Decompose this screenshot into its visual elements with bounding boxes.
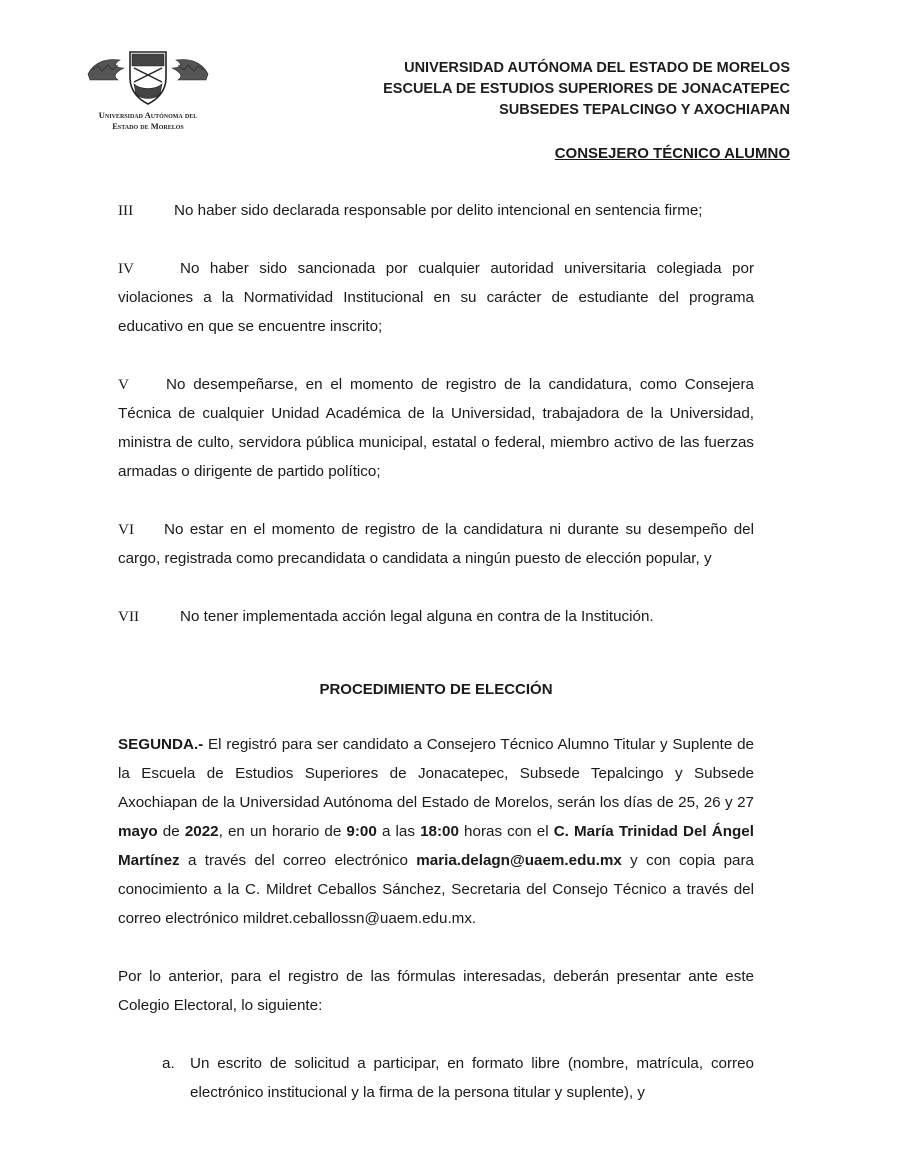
requirement-text: No estar en el momento de registro de la candidatura ni durante su desempeño del cargo, registrada como precandidata o candidata a ningún puesto de elección popular, y bbox=[118, 521, 754, 567]
contact-email: maria.delagn@uaem.edu.mx bbox=[416, 852, 622, 869]
requirement-text: No tener implementada acción legal alguna en contra de la Institución. bbox=[180, 608, 654, 625]
logo-caption-line1: Universidad Autónoma del bbox=[98, 110, 198, 120]
institution-header bbox=[383, 58, 790, 121]
registration-year: 2022 bbox=[184, 823, 219, 840]
registration-intro: Por lo anterior, para el registro de las fórmulas interesadas, deberán presentar ante este Colegio Electoral, lo siguiente: bbox=[118, 968, 754, 1014]
segunda-clause bbox=[118, 730, 754, 933]
requirement-number: V bbox=[118, 376, 129, 393]
list-item bbox=[162, 1049, 754, 1107]
registration-month: mayo bbox=[118, 823, 158, 840]
header-line3: SUBSEDES TEPALCINGO Y AXOCHIAPAN bbox=[499, 102, 790, 118]
procedure-title: PROCEDIMIENTO DE ELECCIÓN bbox=[319, 681, 553, 698]
section-title: CONSEJERO TÉCNICO ALUMNO bbox=[554, 145, 790, 162]
clause-text: El registró para ser candidato a Consejero Técnico Alumno Titular y Suplente de la Escuela de Estudios Superiores de Jonacatepec, Subsede Tepalcingo y Subsede Axochiapan de la Universidad Autónoma del Estado de Morelos, serán los días de 25, 26 y 27 bbox=[118, 736, 754, 811]
requirement-number: VI bbox=[118, 521, 135, 538]
logo-caption-line2: Estado de Morelos bbox=[112, 121, 184, 131]
requirement-number: III bbox=[118, 202, 134, 219]
list-marker: a. bbox=[162, 1055, 175, 1072]
university-logo-block bbox=[78, 44, 218, 132]
schedule-start: 9:00 bbox=[346, 823, 377, 840]
requirement-item bbox=[118, 515, 754, 573]
clause-label: SEGUNDA.- bbox=[118, 736, 204, 753]
logo-caption bbox=[78, 110, 218, 132]
requirement-item bbox=[118, 254, 754, 341]
clause-text: , en un horario de bbox=[218, 823, 347, 840]
header-line1: UNIVERSIDAD AUTÓNOMA DEL ESTADO DE MORELOS bbox=[404, 60, 790, 76]
list-item-text: Un escrito de solicitud a participar, en formato libre (nombre, matrícula, correo electrónico institucional y la firma de la persona titular y suplente), y bbox=[190, 1055, 754, 1101]
requirement-text: No desempeñarse, en el momento de registro de la candidatura, como Consejera Técnica de cualquier Unidad Académica de la Universidad, trabajadora de la Universidad, ministra de culto, servidora pública municipal, estatal o federal, miembro activo de las fuerzas armadas o dirigente de partido político; bbox=[118, 376, 754, 480]
requirement-item bbox=[118, 602, 754, 631]
requirement-number: IV bbox=[118, 260, 135, 277]
requirement-number: VII bbox=[118, 608, 140, 625]
requirement-text: No haber sido declarada responsable por delito intencional en sentencia firme; bbox=[174, 202, 703, 219]
clause-text: horas con el bbox=[458, 823, 554, 840]
requirements-list bbox=[118, 1049, 754, 1107]
schedule-end: 18:00 bbox=[420, 823, 459, 840]
document-body bbox=[118, 196, 754, 1107]
requirement-text: No haber sido sancionada por cualquier autoridad universitaria colegiada por violaciones a la Normatividad Institucional en su carácter de estudiante del programa educativo en que se encuentre inscrito; bbox=[118, 260, 754, 335]
contact-name: C. María Trinidad Del Ángel Martínez bbox=[118, 823, 754, 869]
clause-text: a través del correo electrónico bbox=[179, 852, 417, 869]
clause-text: de bbox=[157, 823, 185, 840]
clause-text: y con copia para conocimiento a la C. Mildret Ceballos Sánchez, Secretaria del Consejo Técnico a través del correo electrónico mildret.ceballossn@uaem.edu.mx. bbox=[118, 852, 754, 927]
university-crest-icon bbox=[82, 44, 214, 106]
requirement-item bbox=[118, 370, 754, 486]
requirement-item bbox=[118, 196, 754, 225]
clause-text: a las bbox=[376, 823, 421, 840]
header-line2: ESCUELA DE ESTUDIOS SUPERIORES DE JONACATEPEC bbox=[383, 81, 790, 97]
